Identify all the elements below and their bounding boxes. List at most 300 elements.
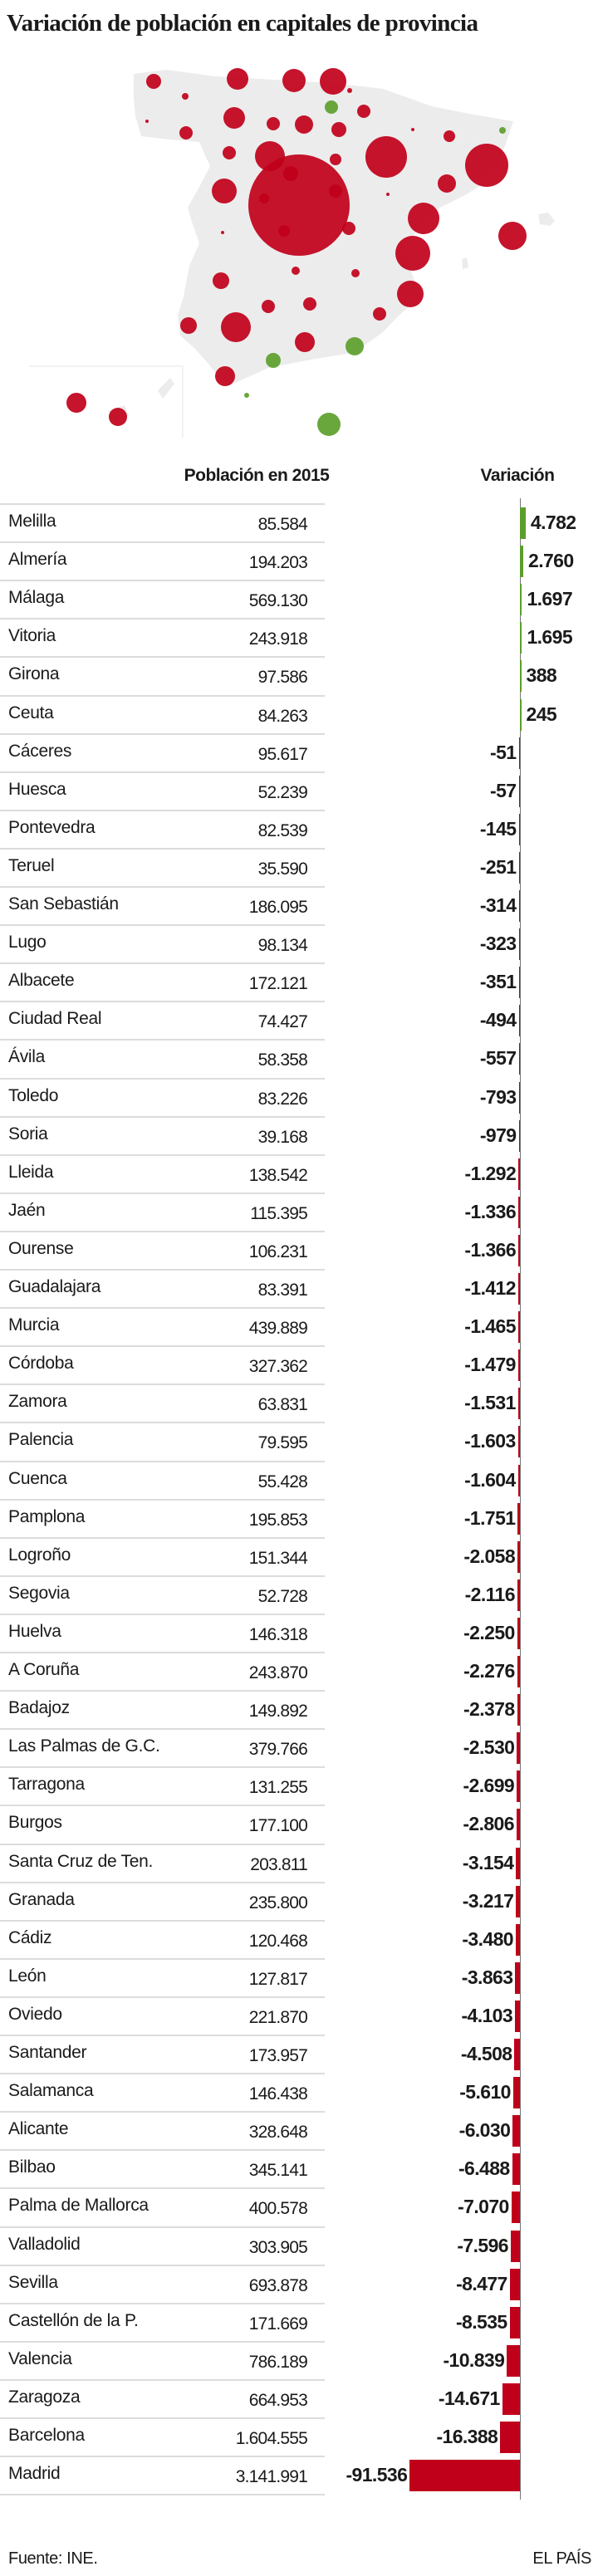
negative-bar bbox=[519, 967, 521, 998]
row-divider bbox=[0, 541, 325, 543]
variation-label: -8.477 bbox=[456, 2272, 507, 2294]
negative-bar bbox=[517, 1579, 520, 1611]
city-name: Barcelona bbox=[8, 2426, 85, 2445]
variation-label: 1.695 bbox=[527, 626, 573, 649]
table-row bbox=[0, 1614, 598, 1653]
table-row bbox=[0, 696, 598, 734]
variation-label: -2.276 bbox=[463, 1660, 515, 1682]
city-name: Teruel bbox=[8, 855, 55, 875]
row-divider bbox=[0, 1728, 325, 1730]
row-divider bbox=[0, 810, 325, 811]
negative-bar bbox=[502, 2383, 520, 2415]
variation-label: -5.610 bbox=[459, 2081, 511, 2103]
city-name: Ceuta bbox=[8, 703, 54, 722]
variation-label: -57 bbox=[490, 779, 517, 801]
row-divider bbox=[0, 1614, 325, 1615]
negative-bar bbox=[519, 928, 521, 960]
table-row bbox=[0, 2304, 598, 2342]
population-value: 173.957 bbox=[248, 2046, 307, 2065]
population-value: 138.542 bbox=[248, 1165, 307, 1185]
variation-label: -91.536 bbox=[346, 2464, 408, 2486]
table-row bbox=[0, 2150, 598, 2188]
table-row bbox=[0, 2188, 598, 2226]
city-name: A Coruña bbox=[8, 1660, 80, 1679]
negative-bar bbox=[514, 2039, 520, 2070]
population-value: 439.889 bbox=[248, 1319, 307, 1339]
city-name: Málaga bbox=[8, 588, 65, 608]
table-row bbox=[0, 925, 598, 963]
population-value: 52.728 bbox=[257, 1586, 307, 1606]
variation-label: -7.070 bbox=[458, 2196, 509, 2218]
population-value: 221.870 bbox=[248, 2007, 307, 2027]
positive-bar bbox=[520, 507, 526, 539]
row-divider bbox=[0, 2379, 325, 2381]
population-value: 151.344 bbox=[248, 1548, 307, 1568]
variation-label: -4.508 bbox=[460, 2043, 512, 2064]
variation-label: -1.336 bbox=[464, 1200, 517, 1222]
city-name: Córdoba bbox=[8, 1354, 74, 1374]
variation-label: -1.465 bbox=[464, 1315, 516, 1338]
table-row bbox=[0, 1155, 598, 1193]
city-name: Alicante bbox=[8, 2119, 69, 2139]
row-divider bbox=[0, 2149, 325, 2151]
row-divider bbox=[0, 1996, 325, 1998]
city-name: Valladolid bbox=[8, 2234, 81, 2254]
positive-bar bbox=[520, 584, 522, 615]
population-value: 39.168 bbox=[257, 1127, 307, 1147]
variation-label: 245 bbox=[526, 703, 557, 725]
row-divider bbox=[0, 886, 325, 888]
row-divider bbox=[0, 1154, 325, 1156]
city-name: Lleida bbox=[8, 1162, 54, 1182]
table-row bbox=[0, 1997, 598, 2035]
table-row bbox=[0, 849, 598, 887]
table-row bbox=[0, 580, 598, 619]
negative-bar bbox=[512, 2192, 520, 2223]
variation-label: -314 bbox=[479, 894, 517, 916]
row-divider bbox=[0, 2187, 325, 2189]
variation-label: -1.531 bbox=[464, 1392, 516, 1414]
variation-label: -3.154 bbox=[462, 1851, 514, 1873]
variation-label: -2.530 bbox=[463, 1736, 515, 1759]
variation-label: -1.603 bbox=[464, 1430, 516, 1452]
row-divider bbox=[0, 2073, 325, 2074]
negative-bar bbox=[518, 1311, 520, 1343]
row-divider bbox=[0, 1383, 325, 1385]
negative-bar bbox=[518, 1465, 520, 1496]
city-name: Cuenca bbox=[8, 1468, 67, 1488]
population-value: 203.811 bbox=[250, 1854, 307, 1874]
city-name: Zaragoza bbox=[8, 2387, 81, 2407]
city-name: Santander bbox=[8, 2043, 87, 2062]
negative-bar bbox=[518, 1197, 520, 1228]
city-name: Burgos bbox=[8, 1813, 62, 1833]
row-divider bbox=[0, 695, 325, 697]
population-value: 693.878 bbox=[248, 2275, 307, 2295]
table-row bbox=[0, 1691, 598, 1729]
table-row bbox=[0, 2456, 598, 2495]
table-row bbox=[0, 1002, 598, 1040]
variation-label: -351 bbox=[479, 971, 517, 993]
negative-bar bbox=[517, 1503, 520, 1535]
negative-bar bbox=[519, 1082, 521, 1114]
variation-label: -6.488 bbox=[458, 2157, 510, 2180]
row-divider bbox=[0, 1269, 325, 1271]
table-row bbox=[0, 1500, 598, 1538]
table-row bbox=[0, 1346, 598, 1384]
negative-bar bbox=[513, 2077, 520, 2108]
row-divider bbox=[0, 2417, 325, 2419]
variation-label: 2.760 bbox=[528, 550, 574, 572]
table-row bbox=[0, 1538, 598, 1576]
positive-bar bbox=[520, 622, 522, 654]
column-header-population: Población en 2015 bbox=[184, 466, 330, 485]
city-name: Badajoz bbox=[8, 1698, 70, 1718]
row-divider bbox=[0, 1766, 325, 1768]
variation-label: -2.116 bbox=[464, 1583, 515, 1605]
table-row bbox=[0, 1653, 598, 1691]
negative-bar bbox=[519, 1043, 521, 1075]
row-divider bbox=[0, 1231, 325, 1232]
negative-bar bbox=[518, 1158, 520, 1190]
table-row bbox=[0, 1232, 598, 1270]
table-row bbox=[0, 887, 598, 925]
variation-label: -3.480 bbox=[462, 1927, 513, 1950]
city-name: Ourense bbox=[8, 1238, 74, 1258]
population-value: 55.428 bbox=[257, 1472, 307, 1491]
population-value: 235.800 bbox=[248, 1893, 307, 1912]
negative-bar bbox=[518, 1426, 520, 1457]
table-row bbox=[0, 2227, 598, 2265]
negative-bar bbox=[516, 1886, 520, 1917]
variation-label: -145 bbox=[479, 817, 517, 840]
row-divider bbox=[0, 771, 325, 773]
row-divider bbox=[0, 1805, 325, 1806]
city-name: Castellón de la P. bbox=[8, 2310, 139, 2330]
table-row bbox=[0, 1576, 598, 1614]
city-name: Palma de Mallorca bbox=[8, 2196, 149, 2216]
row-divider bbox=[0, 2035, 325, 2036]
negative-bar bbox=[519, 814, 521, 845]
city-name: Ciudad Real bbox=[8, 1009, 102, 1029]
variation-label: -1.366 bbox=[464, 1238, 517, 1261]
row-divider bbox=[0, 962, 325, 964]
table-row bbox=[0, 1270, 598, 1308]
variation-label: -8.535 bbox=[456, 2310, 507, 2333]
row-divider bbox=[0, 2226, 325, 2228]
population-value: 400.578 bbox=[248, 2199, 307, 2219]
population-value: 303.905 bbox=[248, 2237, 307, 2257]
row-divider bbox=[0, 1690, 325, 1692]
population-value: 98.134 bbox=[257, 936, 307, 956]
table-row bbox=[0, 1079, 598, 1117]
negative-bar bbox=[517, 1656, 520, 1687]
population-value: 1.604.555 bbox=[235, 2429, 307, 2448]
negative-bar bbox=[519, 776, 521, 807]
population-value: 345.141 bbox=[248, 2161, 307, 2181]
variation-label: -6.030 bbox=[458, 2119, 511, 2142]
row-divider bbox=[0, 1920, 325, 1922]
population-value: 85.584 bbox=[257, 515, 307, 534]
negative-bar bbox=[516, 1924, 520, 1956]
row-divider bbox=[0, 580, 325, 581]
variation-label: -2.250 bbox=[463, 1621, 515, 1643]
city-name: Vitoria bbox=[8, 626, 56, 646]
row-divider bbox=[0, 1116, 325, 1118]
city-name: Salamanca bbox=[8, 2081, 94, 2101]
population-value: 194.203 bbox=[248, 553, 307, 573]
population-value: 35.590 bbox=[257, 859, 307, 879]
negative-bar bbox=[519, 890, 521, 922]
negative-bar bbox=[517, 1694, 520, 1726]
variation-label: -494 bbox=[479, 1009, 517, 1031]
population-value: 149.892 bbox=[248, 1702, 307, 1721]
city-name: Ávila bbox=[8, 1047, 46, 1067]
population-value: 115.395 bbox=[250, 1203, 307, 1223]
negative-bar bbox=[517, 1809, 520, 1840]
variation-label: -251 bbox=[479, 855, 517, 878]
population-value: 74.427 bbox=[257, 1012, 307, 1032]
population-value: 195.853 bbox=[248, 1510, 307, 1530]
source-note: Fuente: INE. bbox=[8, 2549, 98, 2568]
negative-bar bbox=[511, 2231, 520, 2262]
population-value: 786.189 bbox=[248, 2352, 307, 2372]
variation-label: -2.699 bbox=[463, 1775, 515, 1797]
table-row bbox=[0, 1423, 598, 1461]
variation-label: -4.103 bbox=[461, 2004, 513, 2026]
variation-label: -14.671 bbox=[438, 2387, 500, 2409]
population-value: 82.539 bbox=[257, 820, 307, 840]
table-row bbox=[0, 1729, 598, 1767]
row-divider bbox=[0, 1039, 325, 1041]
negative-bar bbox=[517, 1770, 520, 1802]
variation-label: -10.839 bbox=[443, 2348, 505, 2371]
population-value: 172.121 bbox=[248, 974, 307, 994]
city-name: Palencia bbox=[8, 1430, 74, 1450]
city-name: Segovia bbox=[8, 1583, 70, 1603]
negative-bar bbox=[512, 2115, 520, 2147]
variation-label: -7.596 bbox=[457, 2234, 508, 2256]
city-name: Murcia bbox=[8, 1315, 60, 1335]
city-name: Valencia bbox=[8, 2348, 72, 2368]
table-row bbox=[0, 1462, 598, 1500]
negative-bar bbox=[510, 2269, 520, 2300]
city-name: Tarragona bbox=[8, 1775, 85, 1795]
population-value: 243.918 bbox=[248, 629, 307, 649]
city-name: Almería bbox=[8, 550, 67, 570]
city-name: Sevilla bbox=[8, 2272, 58, 2292]
negative-bar bbox=[519, 1005, 521, 1036]
variation-label: -1.479 bbox=[464, 1354, 516, 1376]
row-divider bbox=[0, 1001, 325, 1002]
table-row bbox=[0, 619, 598, 657]
row-divider bbox=[0, 1652, 325, 1653]
negative-bar bbox=[519, 852, 521, 884]
variation-label: -1.412 bbox=[464, 1277, 516, 1299]
table-row bbox=[0, 734, 598, 772]
table-row bbox=[0, 1193, 598, 1232]
row-divider bbox=[0, 1422, 325, 1423]
row-divider bbox=[0, 1078, 325, 1080]
variation-label: -979 bbox=[479, 1124, 517, 1146]
table-row bbox=[0, 772, 598, 811]
negative-bar bbox=[510, 2307, 520, 2338]
variation-label: -323 bbox=[479, 933, 517, 955]
city-name: Girona bbox=[8, 664, 60, 684]
population-value: 127.817 bbox=[248, 1969, 307, 1989]
variation-label: -3.217 bbox=[462, 1889, 514, 1912]
city-name: San Sebastián bbox=[8, 894, 119, 913]
row-divider bbox=[0, 1844, 325, 1845]
city-name: Jaén bbox=[8, 1200, 46, 1220]
row-divider bbox=[0, 1307, 325, 1309]
city-name: Logroño bbox=[8, 1545, 71, 1565]
city-name: Albacete bbox=[8, 971, 75, 991]
population-value: 171.669 bbox=[248, 2314, 307, 2334]
row-divider bbox=[0, 618, 325, 620]
city-name: Pontevedra bbox=[8, 817, 96, 837]
table-row bbox=[0, 2074, 598, 2112]
table-row bbox=[0, 2342, 598, 2380]
population-value: 120.468 bbox=[248, 1931, 307, 1951]
table-row bbox=[0, 2418, 598, 2456]
row-divider bbox=[0, 848, 325, 850]
negative-bar bbox=[409, 2460, 520, 2491]
population-value: 3.141.991 bbox=[235, 2467, 307, 2487]
city-name: Granada bbox=[8, 1889, 75, 1909]
variation-label: -1.604 bbox=[464, 1468, 516, 1491]
negative-bar bbox=[517, 1541, 520, 1573]
table-row bbox=[0, 1921, 598, 1959]
positive-bar bbox=[520, 546, 523, 577]
population-value: 106.231 bbox=[248, 1241, 307, 1261]
row-divider bbox=[0, 924, 325, 926]
row-divider bbox=[0, 2494, 325, 2495]
positive-bar bbox=[520, 699, 522, 731]
negative-bar bbox=[518, 1349, 520, 1381]
variation-label: -2.806 bbox=[463, 1813, 514, 1835]
row-divider bbox=[0, 1193, 325, 1194]
negative-bar bbox=[516, 1848, 520, 1879]
table-row bbox=[0, 1959, 598, 1997]
population-value: 569.130 bbox=[248, 591, 307, 611]
row-divider bbox=[0, 733, 325, 735]
brand-logo: EL PAÍS bbox=[532, 2549, 591, 2568]
variation-label: -793 bbox=[479, 1085, 517, 1108]
population-value: 177.100 bbox=[248, 1816, 307, 1836]
table-row bbox=[0, 1805, 598, 1844]
negative-bar bbox=[515, 1962, 520, 1994]
city-name: Huesca bbox=[8, 779, 66, 799]
table-row bbox=[0, 811, 598, 849]
population-value: 379.766 bbox=[248, 1740, 307, 1760]
population-value: 146.318 bbox=[248, 1624, 307, 1644]
row-divider bbox=[0, 1537, 325, 1539]
positive-bar bbox=[520, 660, 522, 692]
row-divider bbox=[0, 1575, 325, 1577]
city-name: Las Palmas de G.C. bbox=[8, 1736, 160, 1756]
table-row bbox=[0, 1844, 598, 1883]
table-row bbox=[0, 1308, 598, 1346]
variation-label: -16.388 bbox=[436, 2426, 498, 2447]
variation-label: 1.697 bbox=[527, 588, 573, 610]
city-name: Madrid bbox=[8, 2464, 61, 2484]
table-row bbox=[0, 1117, 598, 1155]
variation-label: 388 bbox=[526, 664, 557, 687]
city-name: Huelva bbox=[8, 1621, 61, 1641]
table-row bbox=[0, 2265, 598, 2304]
population-value: 131.255 bbox=[248, 1778, 307, 1798]
negative-bar bbox=[517, 1618, 520, 1649]
row-divider bbox=[0, 2265, 325, 2266]
population-value: 146.438 bbox=[248, 2084, 307, 2104]
table-row bbox=[0, 1883, 598, 1921]
population-value: 243.870 bbox=[248, 1663, 307, 1682]
city-name: Pamplona bbox=[8, 1506, 86, 1526]
column-header-variation: Variación bbox=[480, 466, 555, 485]
variation-label: 4.782 bbox=[530, 512, 576, 533]
population-value: 58.358 bbox=[257, 1050, 307, 1070]
negative-bar bbox=[519, 737, 521, 769]
row-divider bbox=[0, 2341, 325, 2343]
variation-label: -51 bbox=[490, 741, 517, 763]
table-row bbox=[0, 504, 598, 542]
city-name: Melilla bbox=[8, 512, 56, 531]
table-row bbox=[0, 542, 598, 580]
table-row bbox=[0, 2380, 598, 2418]
row-divider bbox=[0, 1958, 325, 1960]
negative-bar bbox=[517, 1732, 520, 1764]
variation-label: -2.378 bbox=[463, 1698, 515, 1721]
variation-label: -1.292 bbox=[464, 1162, 517, 1184]
variation-label: -2.058 bbox=[463, 1545, 516, 1567]
variation-label: -1.751 bbox=[463, 1506, 516, 1529]
city-name: León bbox=[8, 1966, 47, 1986]
city-name: Toledo bbox=[8, 1085, 59, 1105]
city-name: Bilbao bbox=[8, 2157, 56, 2177]
row-divider bbox=[0, 1499, 325, 1501]
table-row bbox=[0, 657, 598, 695]
population-value: 664.953 bbox=[248, 2390, 307, 2410]
negative-bar bbox=[518, 1235, 520, 1266]
negative-bar bbox=[512, 2153, 520, 2185]
table-row bbox=[0, 1767, 598, 1805]
city-name: Guadalajara bbox=[8, 1277, 101, 1296]
population-value: 97.586 bbox=[257, 668, 307, 688]
population-value: 83.226 bbox=[257, 1089, 307, 1109]
negative-bar bbox=[507, 2345, 520, 2377]
population-value: 63.831 bbox=[257, 1395, 307, 1415]
population-value: 84.263 bbox=[257, 706, 307, 726]
city-name: Zamora bbox=[8, 1392, 67, 1412]
row-divider bbox=[0, 503, 325, 505]
population-value: 328.648 bbox=[248, 2123, 307, 2143]
chart-title: Variación de población en capitales de provincia bbox=[7, 10, 478, 37]
city-name: Soria bbox=[8, 1124, 48, 1144]
table-row bbox=[0, 2035, 598, 2074]
negative-bar bbox=[518, 1388, 520, 1419]
table-row bbox=[0, 2112, 598, 2150]
row-divider bbox=[0, 2111, 325, 2113]
row-divider bbox=[0, 2456, 325, 2457]
negative-bar bbox=[500, 2422, 520, 2453]
city-name: Lugo bbox=[8, 933, 47, 953]
row-divider bbox=[0, 2303, 325, 2304]
table-row bbox=[0, 963, 598, 1002]
row-divider bbox=[0, 656, 325, 658]
row-divider bbox=[0, 1882, 325, 1883]
population-value: 186.095 bbox=[248, 898, 307, 917]
